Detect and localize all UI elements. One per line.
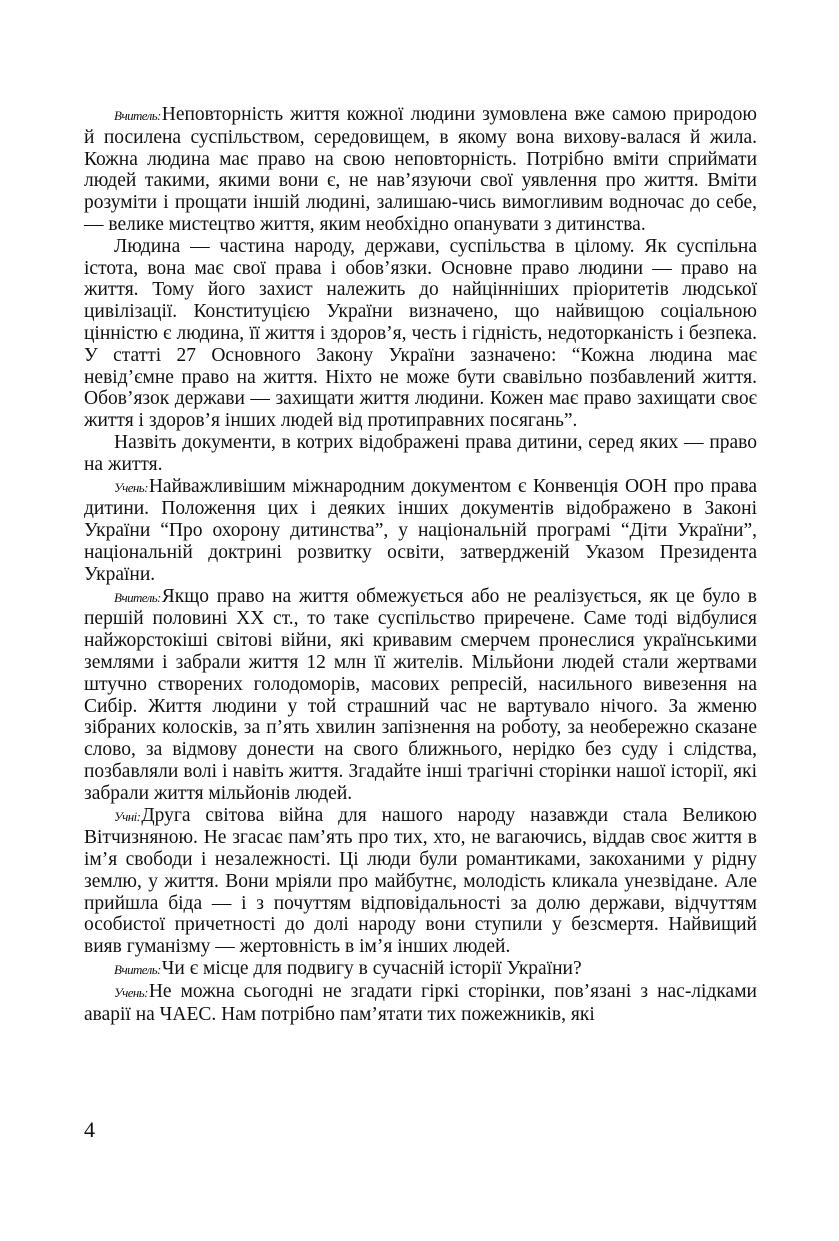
paragraph-text: Чи є місце для подвигу в сучасній історії України? <box>161 958 582 980</box>
paragraph-text: Якщо право на життя обмежується або не реалізується, як це було в першій половині XX ст., то таке суспільство приречене. Саме тоді відбулися найжорстокіші світові війни, які кривавим смерчем пронеслися українськими землями і забрали життя 12 млн її жителів. Мільйони людей стали жертвами штучно створених голодоморів, масових репресій, насильного вивезення на Сибір. Життя людини у той страшний час не вартувало нічого. За жменю зібраних колосків, за п’ять хвилин запізнення на роботу, за необережно сказане слово, за відмову донести на свого ближнього, нерідко без суду і слідства, позбавляли волі і навіть життя. Згадайте інші трагічні сторінки нашої історії, які забрали життя мільйонів людей. <box>84 585 757 804</box>
speaker-label: Учень: <box>114 479 148 495</box>
paragraph-7 <box>84 958 757 981</box>
paragraph-text: Людина — частина народу, держави, суспільства в цілому. Як суспільна істота, вона має свої права і обов’язки. Основне право людини — право на життя. Тому його захист належить до найцінніших пріоритетів людської цивілізації. Конституцією України визначено, що найвищою соціальною цінністю є людина, її життя і здоров’я, честь і гідність, недоторканість і безпека. У статті 27 Основного Закону України зазначено: “Кожна людина має невід’ємне право на життя. Ніхто не може бути свавільно позбавлений життя. Обов’язок держави — захищати життя людини. Кожен має право захищати своє життя і здоров’я інших людей від протиправних посягань”. <box>84 235 757 432</box>
document-page <box>84 104 757 1025</box>
paragraph-8 <box>84 981 757 1026</box>
paragraph-text: Друга світова війна для нашого народу назавжди стала Великою Вітчизняною. Не згасає пам’ять про тих, хто, не вагаючись, віддав своє життя в ім’я свободи і незалежності. Ці люди були романтиками, закоханими у рідну землю, у життя. Вони мріяли про майбутнє, молодість кликала унезвідане. Але прийшла біда — і з почуттям відповідальності за долю держави, відчуттям особистої причетності до долі народу вони ступили у безсмертя. Найвищий вияв гуманізму — жертовність в ім’я інших людей. <box>84 804 757 958</box>
paragraph-5 <box>84 586 757 805</box>
paragraph-text: Не можна сьогодні не згадати гіркі сторінки, пов’язані з нас-лідками аварії на ЧАЕС. Нам потрібно пам’ятати тих пожежників, які <box>84 980 757 1025</box>
page-number: 4 <box>84 1117 95 1142</box>
paragraph-4 <box>84 476 757 586</box>
speaker-label: Учні: <box>114 808 141 824</box>
paragraph-text: Найважливішим міжнародним документом є Конвенція ООН про права дитини. Положення цих і деяких інших документів відображено в Законі України “Про охорону дитинства”, у національній програмі “Діти України”, національній доктрині розвитку освіти, затвердженій Указом Президента України. <box>84 475 757 585</box>
paragraph-text: Назвіть документи, в котрих відображені права дитини, серед яких — право на життя. <box>84 431 757 475</box>
paragraph-text: Неповторність життя кожної людини зумовлена вже самою природою й посилена суспільством, середовищем, в якому вона вихову-валася й жила. Кожна людина має право на свою неповторність. Потрібно вміти сприймати людей такими, якими вони є, не нав’язуючи свої уявлення про життя. Вміти розуміти і прощати іншій людині, залишаю-чись вимогливим водночас до себе, — велике мистецтво життя, яким необхідно опанувати з дитинства. <box>84 104 757 235</box>
speaker-label: Вчитель: <box>114 108 161 123</box>
paragraph-1 <box>84 104 757 236</box>
paragraph-2 <box>84 236 757 432</box>
speaker-label: Учень: <box>114 984 148 1000</box>
speaker-label: Вчитель: <box>114 962 161 978</box>
paragraph-3 <box>84 432 757 476</box>
paragraph-6 <box>84 805 757 959</box>
speaker-label: Вчитель: <box>114 589 161 605</box>
